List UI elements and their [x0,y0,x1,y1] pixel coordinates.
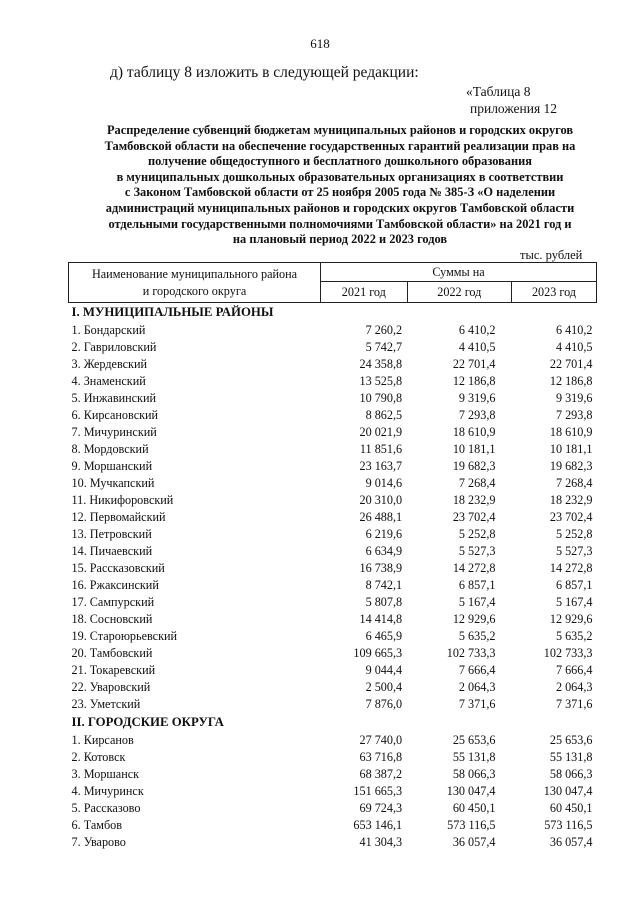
district-name-cell: 12. Первомайский [71,510,166,524]
amount-2022-cell: 10 181,1 [452,442,496,456]
amount-2023-cell: 19 682,3 [549,459,593,473]
table-row [69,594,597,611]
district-name-cell: 20. Тамбовский [71,646,153,660]
amount-2021-cell: 14 414,8 [359,612,403,626]
amount-2021-cell: 6 219,6 [365,527,403,541]
amount-2023-cell: 7 293,8 [555,408,593,422]
district-name-cell: 9. Моршанский [71,459,153,473]
table-row [69,611,597,628]
amount-2023-cell: 6 410,2 [555,323,593,337]
amount-2023-cell: 7 268,4 [555,476,593,490]
amount-2023-cell: 4 410,5 [555,340,593,354]
section-header-row [69,713,597,732]
amount-2023-cell: 7 371,6 [555,697,593,711]
table-row [69,662,597,679]
amount-2021-cell: 20 021,9 [359,425,403,439]
amount-2022-cell: 14 272,8 [452,561,496,575]
subsidy-table [68,262,597,851]
heading-line: получение общедоступного и бесплатного дошкольного образования [148,154,532,169]
amount-2021-cell: 24 358,8 [359,357,403,371]
amount-2021-cell: 653 146,1 [353,818,403,832]
district-name-cell: 4. Мичуринск [71,784,144,798]
section-title: II. ГОРОДСКИЕ ОКРУГА [71,715,224,729]
table-body [69,303,597,852]
amount-2021-cell: 8 742,1 [365,578,403,592]
amount-2022-cell: 36 057,4 [452,835,496,849]
district-name-cell: 3. Жердевский [71,357,147,371]
amount-2021-cell: 20 310,0 [359,493,403,507]
amount-2022-cell: 7 371,6 [458,697,496,711]
amount-2022-cell: 6 857,1 [458,578,496,592]
column-header-name-line1: Наименование муниципального района [91,266,298,281]
amount-2023-cell: 5 527,3 [555,544,593,558]
amount-2022-cell: 12 186,8 [452,374,496,388]
amount-2023-cell: 55 131,8 [549,750,593,764]
amount-2021-cell: 23 163,7 [359,459,403,473]
amount-2022-cell: 5 635,2 [458,629,496,643]
table-row [69,749,597,766]
amount-2022-cell: 18 232,9 [452,493,496,507]
amount-2021-cell: 9 014,6 [365,476,403,490]
heading-line: с Законом Тамбовской области от 25 ноября 2005 года № 385-З «О наделении [124,185,556,200]
amount-2023-cell: 573 116,5 [544,818,593,832]
amount-2021-cell: 7 876,0 [365,697,403,711]
district-name-cell: 2. Гавриловский [71,340,157,354]
amount-2023-cell: 5 635,2 [555,629,593,643]
column-header-name-line2: и городского округа [142,283,247,298]
table-row [69,766,597,783]
amount-2022-cell: 573 116,5 [447,818,496,832]
district-name-cell: 17. Сампурский [71,595,155,609]
district-name-cell: 6. Кирсановский [71,408,159,422]
column-header-sums: Суммы на [321,263,597,282]
column-header-2023: 2023 год [511,282,596,303]
table-row [69,458,597,475]
district-name-cell: 23. Уметский [71,697,141,711]
amount-2022-cell: 25 653,6 [452,733,496,747]
district-name-cell: 5. Инжавинский [71,391,157,405]
units-label: тыс. рублей [520,248,583,262]
column-header-2021: 2021 год [321,282,408,303]
amount-2022-cell: 58 066,3 [452,767,496,781]
amount-2023-cell: 130 047,4 [543,784,593,798]
heading-line: администраций муниципальных районов и городских округов Тамбовской области [105,200,575,215]
amount-2023-cell: 23 702,4 [549,510,593,524]
amount-2023-cell: 10 181,1 [549,442,593,456]
table-reference [466,83,557,117]
heading-line: Распределение субвенций бюджетам муниципальных районов и городских округов [106,123,574,137]
amount-2022-cell: 5 252,8 [458,527,496,541]
district-name-cell: 21. Токаревский [71,663,156,677]
district-name-cell: 4. Знаменский [71,374,146,388]
table-row [69,424,597,441]
amount-2023-cell: 25 653,6 [549,733,593,747]
amount-2021-cell: 26 488,1 [359,510,403,524]
amount-2023-cell: 2 064,3 [555,680,593,694]
amount-2023-cell: 36 057,4 [549,835,593,849]
table-row [69,407,597,424]
heading-line: отдельными государственными полномочиями Тамбовской области» на 2021 год и [108,216,572,231]
table-row [69,475,597,492]
amount-2023-cell: 102 733,3 [543,646,593,660]
table-row [69,732,597,749]
amount-2023-cell: 9 319,6 [555,391,593,405]
district-name-cell: 6. Тамбов [71,818,122,832]
district-name-cell: 11. Никифоровский [71,493,174,507]
amount-2022-cell: 7 268,4 [458,476,496,490]
table-row [69,800,597,817]
table-reference-line2: приложения 12 [470,101,558,116]
district-name-cell: 16. Ржаксинский [71,578,159,592]
amount-2023-cell: 7 666,4 [555,663,593,677]
table-row [69,628,597,645]
amount-2023-cell: 18 232,9 [549,493,593,507]
page-number: 618 [310,36,330,51]
amount-2022-cell: 4 410,5 [458,340,496,354]
amount-2023-cell: 6 857,1 [555,578,593,592]
table-row [69,834,597,851]
district-name-cell: 19. Староюрьевский [71,629,178,643]
amount-2022-cell: 60 450,1 [452,801,496,815]
amount-2022-cell: 23 702,4 [452,510,496,524]
table-row [69,783,597,800]
table-reference-line1: «Таблица 8 [466,84,531,99]
amount-2022-cell: 2 064,3 [458,680,496,694]
amount-2021-cell: 63 716,8 [359,750,403,764]
table-row [69,560,597,577]
heading-line: Тамбовской области на обеспечение государственных гарантий реализации прав на [104,138,576,153]
amount-2023-cell: 12 929,6 [549,612,593,626]
table-row [69,390,597,407]
table-row [69,339,597,356]
amount-2022-cell: 5 527,3 [458,544,496,558]
table-row [69,322,597,339]
district-name-cell: 18. Сосновский [71,612,153,626]
amendment-instruction: д) таблицу 8 изложить в следующей редакции: [110,64,419,81]
amount-2021-cell: 9 044,4 [365,663,403,677]
amount-2023-cell: 5 167,4 [555,595,593,609]
amount-2021-cell: 27 740,0 [359,733,403,747]
amount-2021-cell: 5 742,7 [365,340,403,354]
amount-2023-cell: 58 066,3 [549,767,593,781]
amount-2023-cell: 5 252,8 [555,527,593,541]
amount-2021-cell: 10 790,8 [359,391,403,405]
amount-2021-cell: 109 665,3 [353,646,403,660]
district-name-cell: 3. Моршанск [71,767,140,781]
district-name-cell: 13. Петровский [71,527,152,541]
district-name-cell: 1. Бондарский [71,323,146,337]
amount-2021-cell: 69 724,3 [359,801,403,815]
amount-2023-cell: 18 610,9 [549,425,593,439]
amount-2022-cell: 22 701,4 [452,357,496,371]
amount-2023-cell: 22 701,4 [549,357,593,371]
district-name-cell: 10. Мучкапский [71,476,155,490]
amount-2022-cell: 5 167,4 [458,595,496,609]
table-row [69,509,597,526]
heading-line: в муниципальных дошкольных образовательных организациях в соответствии [116,169,564,184]
amount-2021-cell: 68 387,2 [359,767,403,781]
amount-2022-cell: 9 319,6 [458,391,496,405]
table-row [69,543,597,560]
amount-2022-cell: 7 666,4 [458,663,496,677]
amount-2022-cell: 55 131,8 [452,750,496,764]
table-row [69,645,597,662]
table-heading [80,123,600,248]
section-header-row [69,303,597,323]
district-name-cell: 1. Кирсанов [71,733,134,747]
amount-2021-cell: 11 851,6 [359,442,403,456]
amount-2022-cell: 102 733,3 [446,646,496,660]
district-name-cell: 15. Рассказовский [71,561,165,575]
table-row [69,577,597,594]
amount-2023-cell: 14 272,8 [549,561,593,575]
amount-2021-cell: 6 634,9 [365,544,403,558]
table-row [69,373,597,390]
district-name-cell: 5. Рассказово [71,801,141,815]
amount-2021-cell: 5 807,8 [365,595,403,609]
table-row [69,356,597,373]
table-row [69,679,597,696]
column-header-name [69,263,321,303]
district-name-cell: 14. Пичаевский [71,544,153,558]
table-row [69,696,597,713]
table-row [69,441,597,458]
amount-2021-cell: 8 862,5 [365,408,403,422]
amount-2021-cell: 6 465,9 [365,629,403,643]
amount-2021-cell: 41 304,3 [359,835,403,849]
amount-2021-cell: 7 260,2 [365,323,403,337]
amount-2022-cell: 12 929,6 [452,612,496,626]
amount-2022-cell: 130 047,4 [446,784,496,798]
amount-2022-cell: 18 610,9 [452,425,496,439]
column-header-2022: 2022 год [407,282,511,303]
table-row [69,817,597,834]
heading-line: на плановый период 2022 и 2023 годов [232,232,448,247]
amount-2022-cell: 19 682,3 [452,459,496,473]
amount-2021-cell: 16 738,9 [359,561,403,575]
amount-2023-cell: 60 450,1 [549,801,593,815]
amount-2021-cell: 13 525,8 [359,374,403,388]
district-name-cell: 7. Мичуринский [71,425,157,439]
amount-2021-cell: 151 665,3 [353,784,403,798]
amount-2022-cell: 7 293,8 [458,408,496,422]
section-title: I. МУНИЦИПАЛЬНЫЕ РАЙОНЫ [71,305,274,319]
amount-2022-cell: 6 410,2 [458,323,496,337]
district-name-cell: 22. Уваровский [71,680,151,694]
table-row [69,526,597,543]
district-name-cell: 8. Мордовский [71,442,149,456]
amount-2023-cell: 12 186,8 [549,374,593,388]
district-name-cell: 2. Котовск [71,750,126,764]
amount-2021-cell: 2 500,4 [365,680,403,694]
district-name-cell: 7. Уварово [71,835,126,849]
table-row [69,492,597,509]
